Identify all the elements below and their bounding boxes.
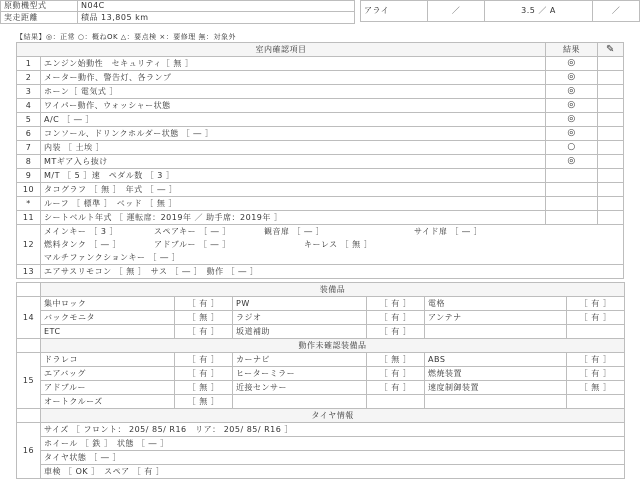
equipment-value-cell: ［ 無 ］ [175,311,233,325]
equipment-value-cell: ［ 有 ］ [175,325,233,339]
row-blank [598,169,624,183]
row-result: ◎ [546,71,598,85]
equipment-value: 有 [391,327,400,336]
section-title: 動作未確認装備品 [41,339,625,353]
equipment-value: 無 [591,383,600,392]
equipment-value: 無 [199,397,208,406]
row-text: タコグラフ ［ 無 ］ 年式 ［ ― ］ [41,183,546,197]
equipment-value: 有 [591,369,600,378]
tire-line: ホイール ［ 鉄 ］ 状態 ［ ― ］ [41,437,625,451]
interior-row [17,113,624,127]
multifunction-key: マルチファンクションキー ［ ― ］ [44,253,181,262]
equipment-name: 速度制御装置 [425,381,567,395]
equipment-value: 有 [199,299,208,308]
edit-icon[interactable]: ✎ [598,43,624,57]
equipment-value-cell [567,325,625,339]
top-info-block [0,0,355,26]
equipment-name: ヒーターミラー [233,367,367,381]
equipment-name: ラジオ [233,311,367,325]
equipment-value: 有 [591,299,600,308]
equipment-value-cell: ［ 有 ］ [567,297,625,311]
section-title: 装備品 [41,283,625,297]
equipment-value-cell [367,395,425,409]
equipment-value-cell: ［ 有 ］ [367,381,425,395]
section-title: タイヤ情報 [41,409,625,423]
keys-item: アドブルー ［ ― ］ [154,240,231,249]
row-result: ◎ [546,57,598,71]
row-result: ◎ [546,113,598,127]
row-number: 9 [17,169,41,183]
row-result [546,197,598,211]
equipment-value-cell: ［ 無 ］ [175,395,233,409]
interior-row [17,197,624,211]
tire-title-row [17,409,625,423]
equipment-name [425,395,567,409]
interior-row [17,127,624,141]
alignment-value: 3.5 ／ A [485,1,593,22]
interior-title: 室内確認項目 [17,43,546,57]
alignment-slash-2: ／ [593,1,640,22]
row-blank [598,155,624,169]
row-result: ◎ [546,85,598,99]
row-number: * [17,197,41,211]
row-result [546,211,598,225]
row-blank [598,99,624,113]
equipment-row [17,367,625,381]
equipment-name: アンテナ [425,311,567,325]
tire-row [17,451,625,465]
row-text: エアサスリモコン ［ 無 ］ サス ［ ― ］ 動作 ［ ― ］ [41,265,624,279]
row-blank [598,71,624,85]
equipment-name [233,395,367,409]
equipment-value: 無 [391,355,400,364]
interior-section [16,42,624,279]
equipment-row [17,297,625,311]
equipment-value-cell: ［ 無 ］ [367,353,425,367]
row-result [546,183,598,197]
result-legend: 【結果】◎：正常 ○：概ねOK △：要点検 ×：要修理 無：対象外 [16,33,236,41]
equipment-value-cell: ［ 有 ］ [567,353,625,367]
section-spacer [17,283,41,297]
equipment-row [17,381,625,395]
equipment-name: ドラレコ [41,353,175,367]
row-text: MTギア入ら抜け [41,155,546,169]
tire-row [17,437,625,451]
row-number: 11 [17,211,41,225]
tire-line: サイズ ［ フロント： 205/ 85/ R16 リア： 205/ 85/ R16 ］ [41,423,625,437]
equipment-value: 有 [199,327,208,336]
equipment-title-row [17,283,625,297]
row-blank [598,141,624,155]
equipment-name: ETC [41,325,175,339]
equipment-name: ABS [425,353,567,367]
row-number: 2 [17,71,41,85]
row-blank [598,197,624,211]
tire-row [17,465,625,479]
equipment-value-cell: ［ 有 ］ [567,311,625,325]
section-spacer [17,409,41,423]
alignment-block [360,0,640,22]
keys-cell [41,225,624,265]
row-blank [598,57,624,71]
row-text: ワイパー動作、ウォッシャー状態 [41,99,546,113]
equipment-name: カーナビ [233,353,367,367]
equipment-value-cell: ［ 有 ］ [367,297,425,311]
result-header: 結果 [546,43,598,57]
interior-row [17,211,624,225]
row-result: ◎ [546,127,598,141]
row-number: 12 [17,225,41,265]
section-number: 16 [17,423,41,479]
keys-item: スペアキー ［ ― ］ [154,227,231,236]
mileage-value: 積品 13,805 km [78,12,355,24]
equipment-row [17,395,625,409]
interior-row [17,99,624,113]
equipment-name: アドブルー [41,381,175,395]
keys-item: 観音扉 ［ ― ］ [264,227,325,236]
alignment-slash-1: ／ [428,1,485,22]
row-number: 7 [17,141,41,155]
equipment-name: 坂道補助 [233,325,367,339]
row-text: ホーン［ 電気式 ］ [41,85,546,99]
equipment-value: 無 [199,313,208,322]
equipment-value-cell [567,395,625,409]
alignment-label: アライ [361,1,428,22]
row-text: A/C ［ ― ］ [41,113,546,127]
interior-row-keys [17,225,624,265]
equipment-value: 有 [391,369,400,378]
section-number: 15 [17,353,41,409]
row-blank [598,85,624,99]
equipment-value: 有 [199,355,208,364]
row-result: ○ [546,141,598,155]
interior-row [17,71,624,85]
equipment-name: 電格 [425,297,567,311]
interior-row [17,155,624,169]
equipment-value-cell: ［ 有 ］ [367,311,425,325]
equipment-value-cell: ［ 有 ］ [175,367,233,381]
equipment-value-cell: ［ 有 ］ [367,367,425,381]
section-number: 14 [17,297,41,339]
equipment-name: 近接センサー [233,381,367,395]
equipment-name: オートクルーズ [41,395,175,409]
keys-item: メインキー ［ 3 ］ [44,227,119,236]
interior-row [17,183,624,197]
equipment-row [17,325,625,339]
row-blank [598,183,624,197]
equipment-value: 有 [591,355,600,364]
unverified-title-row [17,339,625,353]
keys-item: サイド扉 ［ ― ］ [414,227,483,236]
equipment-value: 有 [391,299,400,308]
row-number: 13 [17,265,41,279]
row-blank [598,127,624,141]
equipment-value-cell: ［ 有 ］ [367,325,425,339]
equipment-value-cell: ［ 無 ］ [567,381,625,395]
tire-line: 車検 ［ OK ］ スペア ［ 有 ］ [41,465,625,479]
row-number: 5 [17,113,41,127]
row-text: M/T ［ 5 ］速 ペダル数 ［ 3 ］ [41,169,546,183]
mileage-label: 実走距離 [1,12,78,24]
equipment-name [425,325,567,339]
equipment-name: 燃焼装置 [425,367,567,381]
tire-line: タイヤ状態 ［ ― ］ [41,451,625,465]
equipment-name: エアバッグ [41,367,175,381]
interior-row [17,141,624,155]
equipment-value: 無 [199,383,208,392]
row-text: メーター動作、警告灯、各ランプ [41,71,546,85]
equipment-row [17,311,625,325]
equipment-value-cell: ［ 有 ］ [567,367,625,381]
keys-item: キーレス ［ 無 ］ [304,240,373,249]
equipment-name: 集中ロック [41,297,175,311]
equipment-value-cell: ［ 無 ］ [175,381,233,395]
row-number: 10 [17,183,41,197]
interior-row [17,57,624,71]
equipment-value: 有 [391,313,400,322]
row-text: シートベルト年式 ［ 運転席：2019年 ／ 助手席：2019年 ］ [41,211,546,225]
row-number: 8 [17,155,41,169]
row-number: 3 [17,85,41,99]
equipment-value: 有 [591,313,600,322]
row-result: ◎ [546,155,598,169]
tire-row [17,423,625,437]
equipment-name: PW [233,297,367,311]
section-spacer [17,339,41,353]
row-number: 4 [17,99,41,113]
equipment-value: 有 [391,383,400,392]
row-text: コンソール、ドリンクホルダー状態 ［ ― ］ [41,127,546,141]
row-number: 6 [17,127,41,141]
model-label: 原動機型式 [1,1,78,12]
row-blank [598,113,624,127]
row-result [546,169,598,183]
row-text: エンジン始動性 セキュリティ［ 無 ］ [41,57,546,71]
interior-row [17,85,624,99]
model-value: N04C [78,1,355,12]
keys-item: 燃料タンク ［ ― ］ [44,240,121,249]
row-number: 1 [17,57,41,71]
equipment-row [17,353,625,367]
row-text: 内装 ［ 土埃 ］ [41,141,546,155]
equipment-value-cell: ［ 有 ］ [175,297,233,311]
interior-row [17,169,624,183]
equipment-value: 有 [199,369,208,378]
equipment-value-cell: ［ 有 ］ [175,353,233,367]
interior-row [17,265,624,279]
row-blank [598,211,624,225]
row-text: ルーフ ［ 標準 ］ ベッド ［ 無 ］ [41,197,546,211]
row-result: ◎ [546,99,598,113]
equipment-name: バックモニタ [41,311,175,325]
lower-sections [16,282,624,479]
